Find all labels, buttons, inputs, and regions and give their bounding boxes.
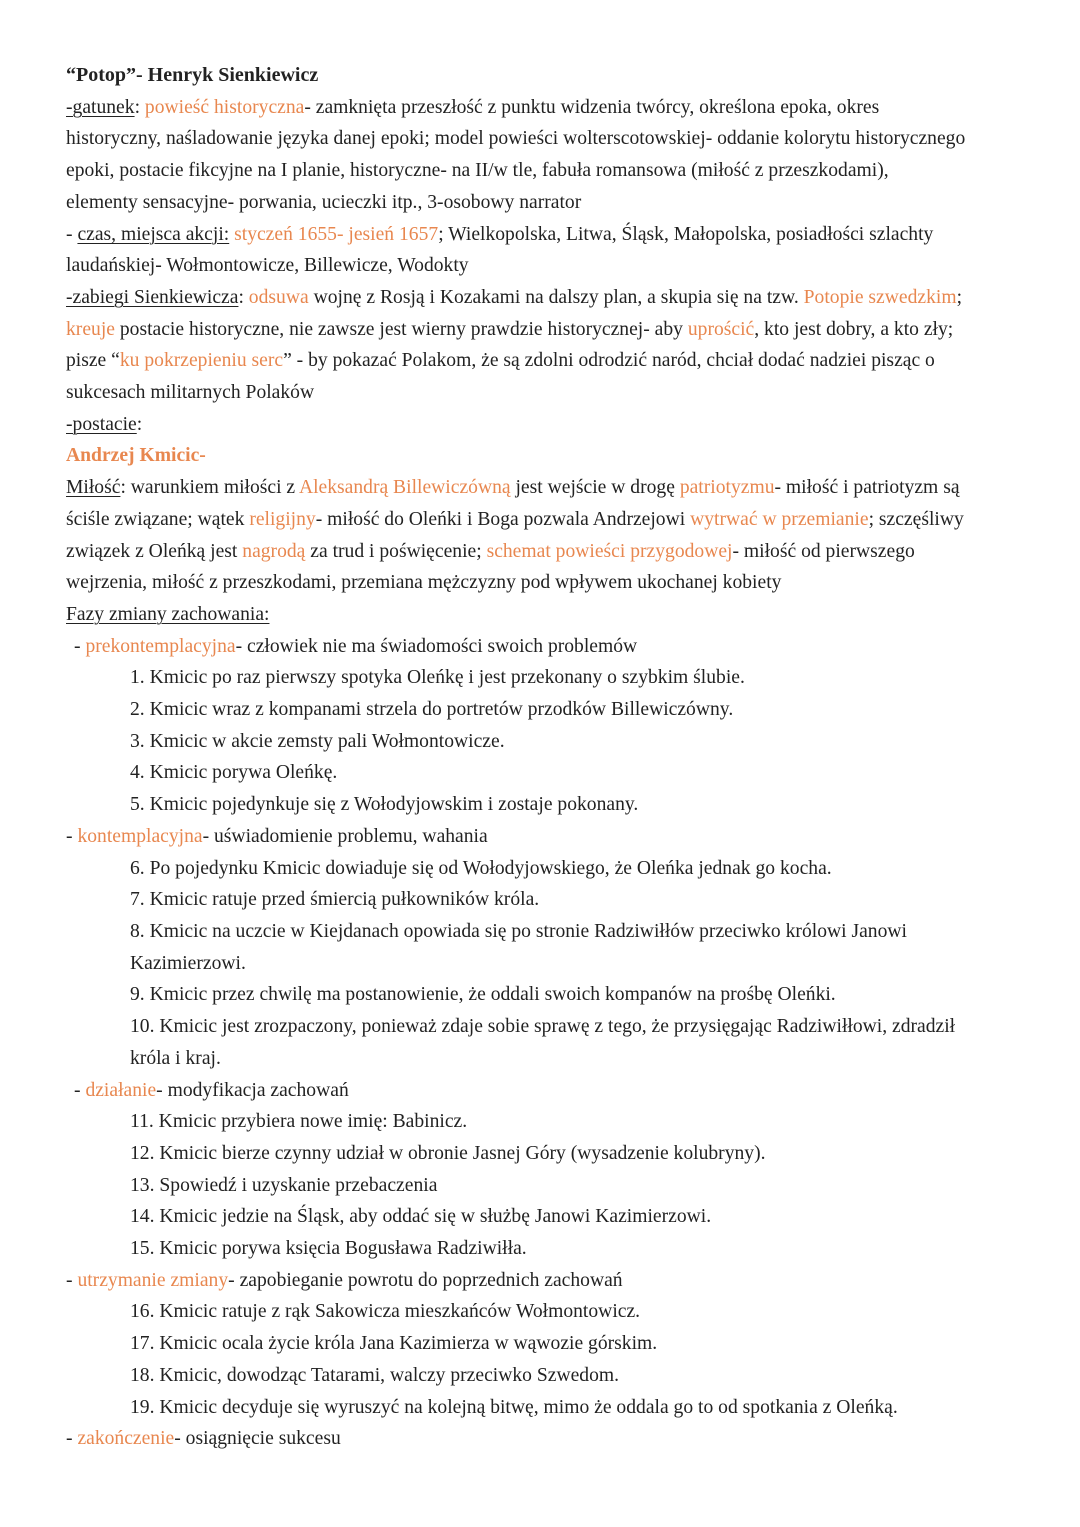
czas-label: czas, miejsca akcji: [77,223,230,245]
list-item: 1. Kmicic po raz pierwszy spotyka Oleńkę i jest przekonany o szybkim ślubie. [130,667,745,689]
phase-heading: - działanie- modyfikacja zachowań [74,1079,349,1101]
czas-line-2: laudańskiej- Wołmontowicze, Billewicze, Wodokty [66,255,469,277]
milosc-line-3: związek z Oleńką jest nagrodą za trud i poświęcenie; schemat powieści przygodowej- miłość od pierwszego [66,540,915,562]
character-name: Andrzej Kmicic- [66,445,206,467]
zabiegi-line-3: pisze “ku pokrzepieniu serc” - by pokazać Polakom, że są zdolni odrodzić naród, chciał dodać nadziei pisząc o [66,350,935,372]
postacie-label: -postacie [66,413,137,435]
milosc-line-1: Miłość: warunkiem miłości z Aleksandrą Billewiczówną jest wejście w drogę patriotyzmu- miłość i patriotyzm są [66,477,960,499]
list-item: 15. Kmicic porywa księcia Bogusława Radziwiłła. [130,1238,527,1260]
list-item: 7. Kmicic ratuje przed śmiercią pułkowników króla. [130,889,540,911]
list-item: 8. Kmicic na uczcie w Kiejdanach opowiada się po stronie Radziwiłłów przeciwko królowi Janowi [130,920,907,942]
phase-name: zakończenie [77,1428,175,1450]
list-item: 11. Kmicic przybiera nowe imię: Babinicz. [130,1111,468,1133]
czas-highlight: styczeń 1655- jesień 1657 [234,223,439,245]
phase-name: utrzymanie zmiany [77,1269,229,1291]
phase-heading: - zakończenie- osiągnięcie sukcesu [66,1428,341,1450]
zabiegi-line-1: -zabiegi Sienkiewicza: odsuwa wojnę z Rosją i Kozakami na dalszy plan, a skupia się na tzw. Potopie szwedzkim; [66,286,963,308]
list-item: 9. Kmicic przez chwilę ma postanowienie, że oddali swoich kompanów na prośbę Oleńki. [130,984,836,1006]
list-item: 19. Kmicic decyduje się wyruszyć na kolejną bitwę, mimo że oddala go to od spotkania z Oleńką. [130,1396,898,1418]
list-item: 5. Kmicic pojedynkuje się z Wołodyjowskim i zostaje pokonany. [130,794,639,816]
phase-heading: - prekontemplacyjna- człowiek nie ma świadomości swoich problemów [74,635,638,657]
list-item: 3. Kmicic w akcie zemsty pali Wołmontowicze. [130,730,505,752]
milosc-line-2: ściśle związane; wątek religijny- miłość do Oleńki i Boga pozwala Andrzejowi wytrwać w przemianie; szczęśliwy [66,508,964,530]
list-item: 4. Kmicic porywa Oleńkę. [130,762,338,784]
document-title: “Potop”- Henryk Sienkiewicz [66,64,319,86]
list-item: 14. Kmicic jedzie na Śląsk, aby oddać się w służbę Janowi Kazimierzowi. [130,1206,712,1228]
gatunek-label: -gatunek [66,96,135,118]
list-item: 10. Kmicic jest zrozpaczony, ponieważ zdaje sobie sprawę z tego, że przysięgając Radziwiłłowi, zdradził [130,1016,956,1038]
phase-heading: - kontemplacyjna- uświadomienie problemu, wahania [66,825,488,847]
list-item: 18. Kmicic, dowodząc Tatarami, walczy przeciwko Szwedom. [130,1364,620,1386]
list-item: 12. Kmicic bierze czynny udział w obronie Jasnej Góry (wysadzenie kolubryny). [130,1142,766,1164]
milosc-line-4: wejrzenia, miłość z przeszkodami, przemiana mężczyzny pod wpływem ukochanej kobiety [66,572,782,594]
phase-name: prekontemplacyjna [85,635,236,657]
gatunek-line-4: elementy sensacyjne- porwania, ucieczki itp., 3-osobowy narrator [66,191,582,213]
gatunek-line-3: epoki, postacie fikcyjne na I planie, historyczne- na II/w tle, fabuła romansowa (miłość z przeszkodami), [66,160,889,182]
list-item: Kazimierzowi. [130,952,246,974]
phase-name: działanie [85,1079,157,1101]
zabiegi-line-4: sukcesach militarnych Polaków [66,382,315,404]
phase-name: kontemplacyjna [77,825,203,847]
list-item: króla i kraj. [130,1047,221,1069]
zabiegi-line-2: kreuje postacie historyczne, nie zawsze jest wierny prawdzie historycznej- aby uprościć, kto jest dobry, a kto zły; [66,318,954,340]
czas-line-1: - czas, miejsca akcji: styczeń 1655- jesień 1657; Wielkopolska, Litwa, Śląsk, Małopolska, posiadłości szlachty [66,223,934,245]
fazy-heading: Fazy zmiany zachowania: [66,603,270,625]
list-item: 16. Kmicic ratuje z rąk Sakowicza mieszkańców Wołmontowicz. [130,1301,641,1323]
list-item: 2. Kmicic wraz z kompanami strzela do portretów przodków Billewiczówny. [130,699,734,721]
gatunek-line-1: -gatunek: powieść historyczna- zamknięta przeszłość z punktu widzenia twórcy, określona epoka, okres [66,96,880,118]
list-item: 6. Po pojedynku Kmicic dowiaduje się od Wołodyjowskiego, że Oleńka jednak go kocha. [130,857,832,879]
gatunek-line-2: historyczny, naśladowanie języka danej epoki; model powieści wolterscotowskiej- oddanie kolorytu historycznego [66,128,966,150]
list-item: 17. Kmicic ocala życie króla Jana Kazimierza w wąwozie górskim. [130,1333,658,1355]
list-item: 13. Spowiedź i uzyskanie przebaczenia [130,1174,438,1196]
zabiegi-label: -zabiegi Sienkiewicza [66,286,239,308]
gatunek-highlight: powieść historyczna [144,96,305,118]
phase-heading: - utrzymanie zmiany- zapobieganie powrotu do poprzednich zachowań [66,1269,623,1291]
milosc-label: Miłość [66,477,121,499]
postacie-line: -postacie: [66,413,143,435]
